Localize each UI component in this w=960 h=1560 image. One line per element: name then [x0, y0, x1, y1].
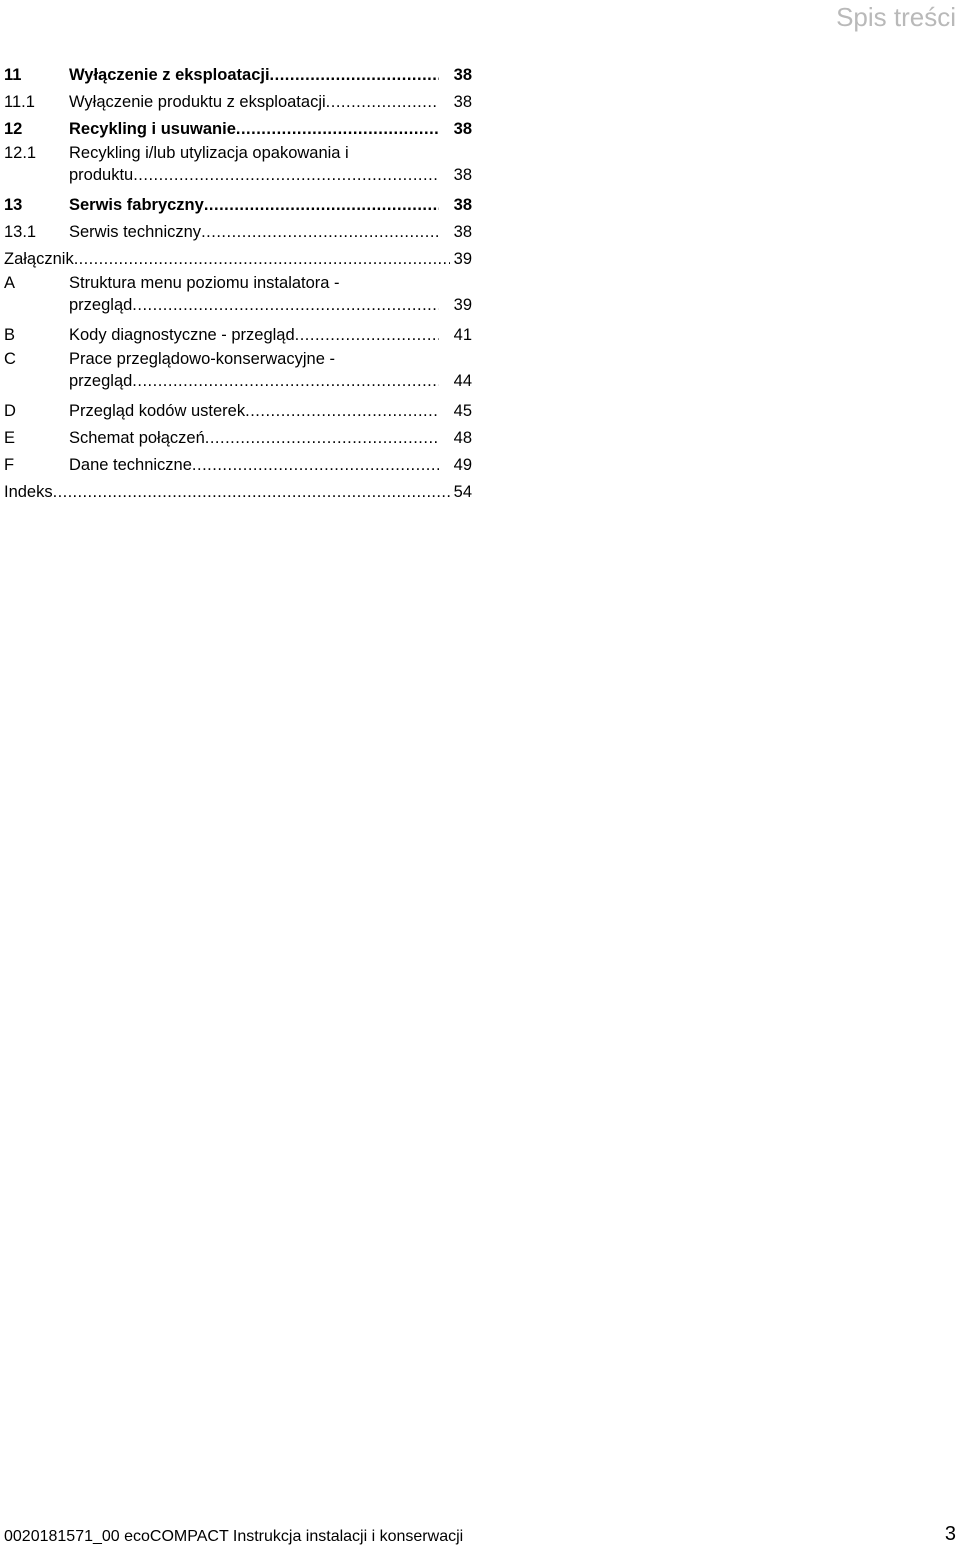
- toc-entry-title: Dane techniczne: [69, 456, 192, 474]
- toc-entry-number: 12.1: [4, 144, 37, 162]
- toc-entry-number: A: [4, 274, 16, 292]
- toc-entry-title: Serwis fabryczny: [69, 196, 204, 214]
- toc-entry-number: B: [4, 326, 16, 344]
- toc-entry-page: 38: [453, 196, 472, 214]
- toc-leader-dots: [132, 294, 439, 322]
- footer-page-number: 3: [944, 1523, 956, 1545]
- toc-entry-title-line2: produktu: [69, 166, 134, 184]
- toc-entry-title: Serwis techniczny: [69, 223, 202, 241]
- toc-entry-appendix[interactable]: [4, 246, 472, 273]
- toc-entry-d[interactable]: [4, 398, 472, 425]
- toc-entry-12-1[interactable]: [4, 143, 472, 192]
- toc-leader-dots: [201, 219, 439, 246]
- toc-entry-12[interactable]: [4, 116, 472, 143]
- toc-entry-page: 38: [453, 223, 472, 241]
- toc-entry-index[interactable]: [4, 479, 472, 506]
- toc-entry-page: 49: [453, 456, 472, 474]
- toc-leader-dots: [204, 192, 439, 219]
- toc-leader-dots: [205, 425, 439, 452]
- toc-entry-11-1[interactable]: [4, 89, 472, 116]
- toc-entry-page: 41: [453, 326, 472, 344]
- toc-entry-number: 11: [4, 66, 22, 84]
- toc-entry-page: 44: [453, 372, 472, 390]
- toc-entry-title-line1: Struktura menu poziomu instalatora -: [69, 274, 340, 292]
- toc-leader-dots: [295, 322, 439, 349]
- toc-entry-page: 45: [453, 402, 472, 420]
- toc-leader-dots: [53, 479, 450, 506]
- toc-entry-13-1[interactable]: [4, 219, 472, 246]
- toc-entry-11[interactable]: [4, 62, 472, 89]
- page-header-title: Spis treści: [836, 2, 956, 32]
- toc-leader-dots: [270, 62, 439, 89]
- toc-entry-title: Przegląd kodów usterek: [69, 402, 246, 420]
- toc-entry-title: Schemat połączeń: [69, 429, 205, 447]
- toc-entry-title: Wyłączenie produktu z eksploatacji: [69, 93, 326, 111]
- toc-entry-title-line2: przegląd: [69, 296, 133, 314]
- toc-leader-dots: [133, 164, 439, 192]
- table-of-contents: [4, 62, 472, 506]
- toc-entry-title: Załącznik: [4, 250, 74, 268]
- toc-entry-number: E: [4, 429, 16, 447]
- toc-entry-e[interactable]: [4, 425, 472, 452]
- toc-entry-page: 39: [453, 296, 472, 314]
- toc-entry-title-line2: przegląd: [69, 372, 133, 390]
- toc-entry-number: F: [4, 456, 15, 474]
- toc-entry-b[interactable]: [4, 322, 472, 349]
- toc-entry-page: 54: [453, 483, 472, 501]
- footer-document-info: 0020181571_00 ecoCOMPACT Instrukcja instalacji i konserwacji: [4, 1528, 464, 1545]
- toc-entry-a[interactable]: [4, 273, 472, 322]
- toc-entry-c[interactable]: [4, 349, 472, 398]
- toc-entry-number: 12: [4, 120, 23, 138]
- toc-leader-dots: [132, 370, 439, 398]
- toc-entry-page: 39: [453, 250, 472, 268]
- toc-entry-title: Wyłączenie z eksploatacji: [69, 66, 270, 84]
- toc-entry-title-line1: Recykling i/lub utylizacja opakowania i: [69, 144, 349, 162]
- toc-leader-dots: [74, 246, 450, 273]
- toc-entry-page: 38: [453, 66, 472, 84]
- toc-leader-dots: [326, 89, 439, 116]
- toc-entry-title: Kody diagnostyczne - przegląd: [69, 326, 295, 344]
- toc-entry-page: 38: [453, 166, 472, 184]
- toc-entry-page: 48: [453, 429, 472, 447]
- toc-entry-page: 38: [453, 93, 472, 111]
- toc-entry-number: C: [4, 350, 16, 368]
- toc-entry-f[interactable]: [4, 452, 472, 479]
- toc-leader-dots: [245, 398, 439, 425]
- toc-entry-title-line1: Prace przeglądowo-konserwacyjne -: [69, 350, 335, 368]
- toc-entry-number: D: [4, 402, 16, 420]
- toc-leader-dots: [192, 452, 439, 479]
- toc-entry-title: Recykling i usuwanie: [69, 120, 236, 138]
- toc-leader-dots: [236, 116, 439, 143]
- toc-entry-number: 11.1: [4, 93, 35, 111]
- toc-entry-13[interactable]: [4, 192, 472, 219]
- toc-entry-number: 13.1: [4, 223, 37, 241]
- toc-entry-title: Indeks: [4, 483, 53, 501]
- toc-entry-page: 38: [453, 120, 472, 138]
- toc-entry-number: 13: [4, 196, 23, 214]
